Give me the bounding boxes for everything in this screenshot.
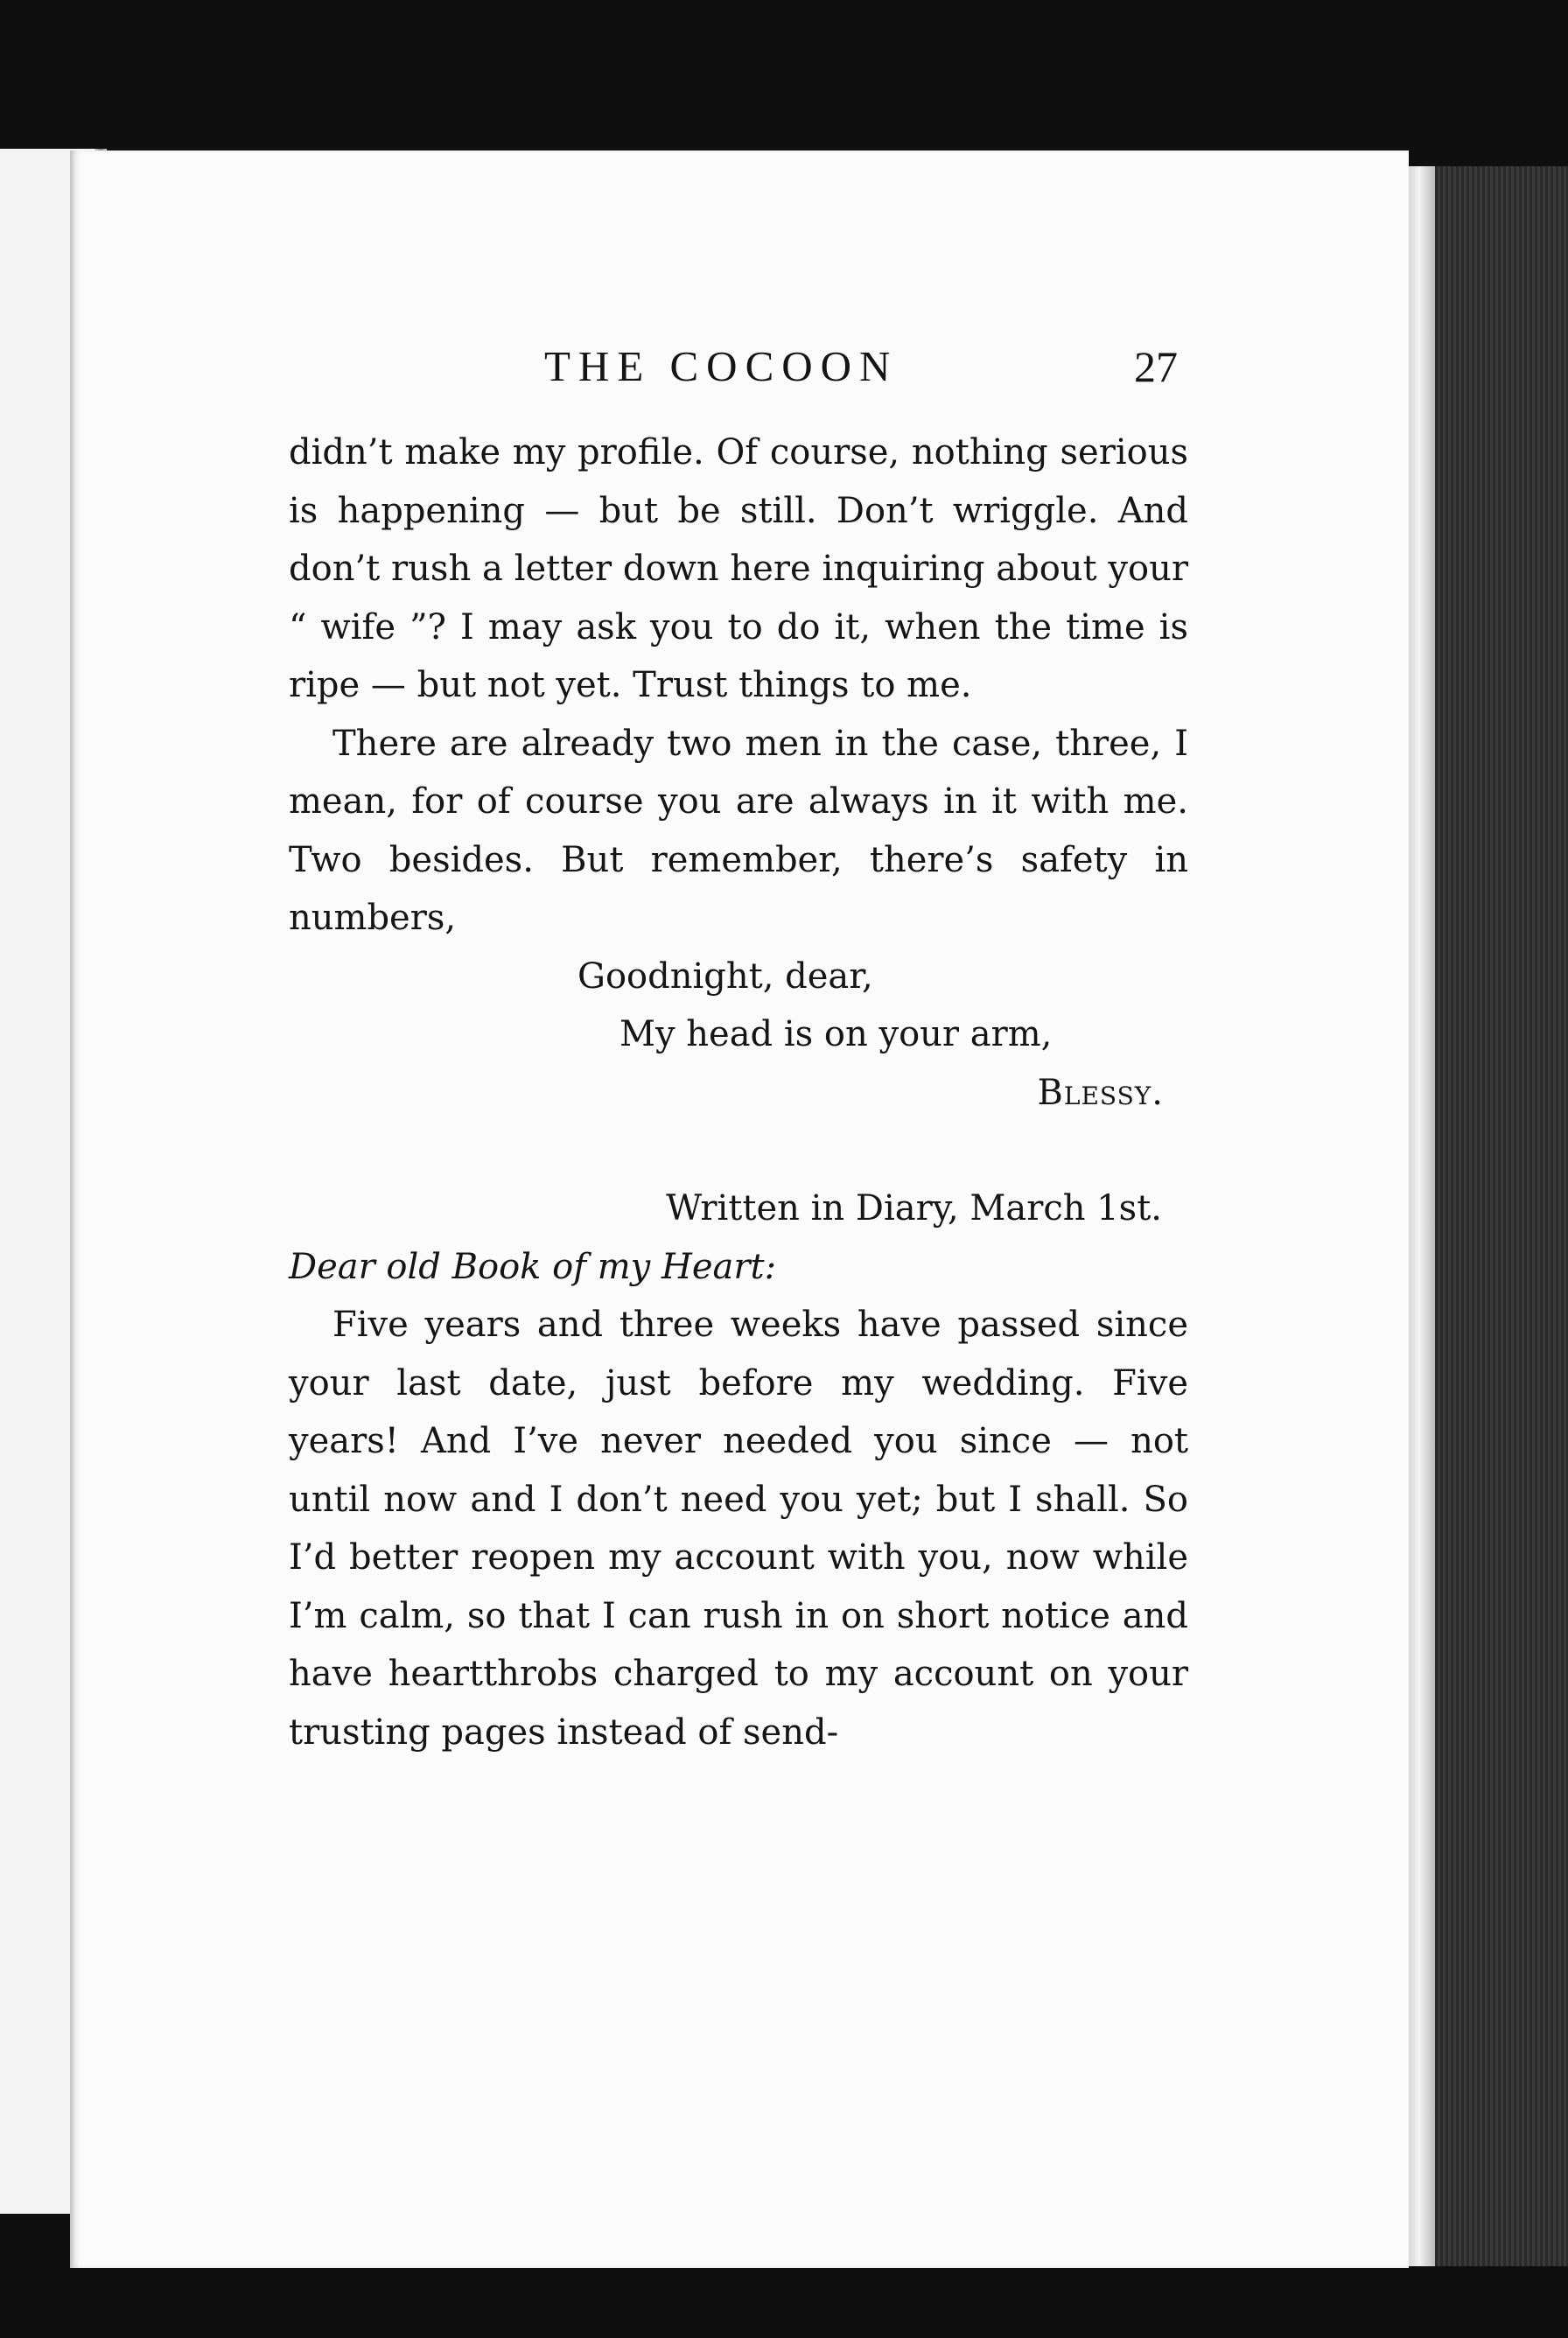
diary-heading: Written in Diary, March 1st.	[666, 1188, 1162, 1228]
paragraph-letter-continuation: didn’t make my profile. Of course, nothing serious is happening — but be still. Don’t wriggle. And don’t rush a letter down here inquiring about your “ wife ”? I may ask you to do it, when the time is ripe — but not yet. Trust things to me.	[289, 432, 1188, 705]
diary-salutation: Dear old Book of my Heart:	[289, 1246, 777, 1287]
book-cover-edge	[1435, 166, 1568, 2266]
paragraph-five-years: Five years and three weeks have passed since your last date, just before my wedding. Five years! And I’ve never needed you since — not until now and I don’t need you yet; but I shall. So I’d better reopen my account with you, now while I’m calm, so that I can rush in on short notice and have heartthrobs charged to my account on your trusting pages instead of send-	[289, 1305, 1188, 1753]
closing-head-on-arm: My head is on your arm,	[620, 1014, 1053, 1054]
signature: Blessy.	[1037, 1072, 1164, 1113]
page-number: 27	[1134, 342, 1178, 391]
closing-goodnight: Goodnight, dear,	[578, 956, 873, 997]
paragraph-two-men: There are already two men in the case, three, I mean, for of course you are always in it with me. Two besides. But remember, there’s safety in numbers,	[289, 723, 1188, 938]
page-fore-edge	[1409, 166, 1435, 2266]
page-text	[289, 424, 1188, 1761]
running-head: THE COCOON	[544, 342, 899, 390]
